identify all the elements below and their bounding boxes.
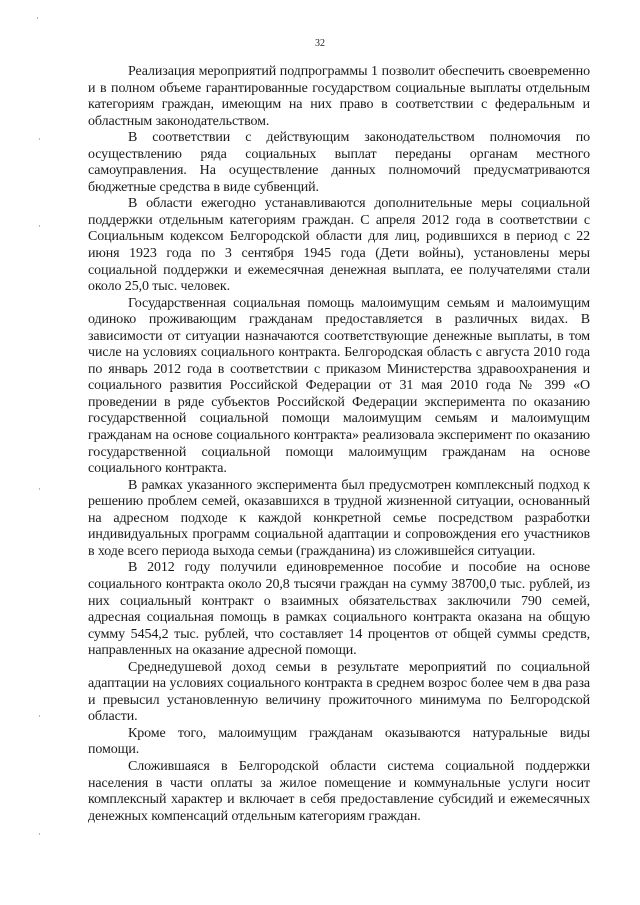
paragraph: Сложившаяся в Белгородской области система социальной поддержки населения в части оплаты за жилое помещение и коммунальные услуги носит комплексный характер и включает в себя предоставление субсидий и ежемесячных денежных компенсаций отдельным категориям граждан.: [88, 758, 590, 824]
paragraph: Кроме того, малоимущим гражданам оказываются натуральные виды помощи.: [88, 725, 590, 758]
paragraph: Среднедушевой доход семьи в результате мероприятий по социальной адаптации на условиях социального контракта в среднем возрос более чем в два раза и превысил установленную величину прожиточного минимума по Белгородской области.: [88, 659, 590, 725]
scan-mark: ·: [38, 830, 41, 840]
paragraph: Реализация мероприятий подпрограммы 1 позволит обеспечить своевременно и в полном объеме гарантированные государством социальные выплаты отдельным категориям граждан, имеющим на них право в соответствии с федеральным и областным законодательством.: [88, 64, 590, 129]
scan-mark: ·: [38, 712, 41, 722]
document-body: [88, 64, 590, 825]
paragraph: В рамках указанного эксперимента был предусмотрен комплексный подход к решению проблем семей, оказавшихся в трудной жизненной ситуации, основанный на адресном подходе к каждой конкретной семье посредством разработки индивидуальных программ социальной адаптации и сопровождения его участников в ходе всего периода выхода семьи (гражданина) из сложившейся ситуации.: [88, 477, 590, 559]
scan-mark: ·: [38, 135, 41, 145]
paragraph: В 2012 году получили единовременное пособие и пособие на основе социального контракта около 20,8 тысячи граждан на сумму 38700,0 тыс. рублей, из них социальный контракт о взаимных обязательствах заключили 790 семей, адресная социальная помощь в рамках социального контракта оказана на общую сумму 5454,2 тыс. рублей, что составляет 14 процентов от общей суммы средств, направленных на оказание адресной помощи.: [88, 560, 590, 659]
paragraph: Государственная социальная помощь малоимущим семьям и малоимущим одиноко проживающим гражданам предоставляется в различных видах. В зависимости от ситуации назначаются соответствующие денежные выплаты, в том числе на условиях социального контракта. Белгородская область с августа 2010 года по январь 2012 года в соответствии с приказом Министерства здравоохранения и социального развития Российской Федерации от 31 мая 2010 года № 399 «О проведении в ряде субъектов Российской Федерации эксперимента по оказанию государственной социальной помощи малоимущим семьям и малоимущим гражданам на основе социального контракта» реализовала эксперимент по оказанию государственной социальной помощи малоимущим гражданам на основе социального контракта.: [88, 295, 590, 477]
paragraph: В области ежегодно устанавливаются дополнительные меры социальной поддержки отдельным категориям граждан. С апреля 2012 года в соответствии с Социальным кодексом Белгородской области для лиц, родившихся в период с 22 июня 1923 года по 3 сентября 1945 года (Дети войны), установлены меры социальной поддержки и ежемесячная денежная выплата, ее получателями стали около 25,0 тыс. человек.: [88, 196, 590, 295]
page-number: 32: [315, 38, 325, 49]
scan-mark: ·: [36, 14, 39, 24]
scan-mark: ·: [38, 485, 41, 495]
paragraph: В соответствии с действующим законодательством полномочия по осуществлению ряда социальных выплат переданы органам местного самоуправления. На осуществление данных полномочий предусматриваются бюджетные средства в виде субвенций.: [88, 130, 590, 195]
scan-mark: ·: [38, 222, 41, 232]
